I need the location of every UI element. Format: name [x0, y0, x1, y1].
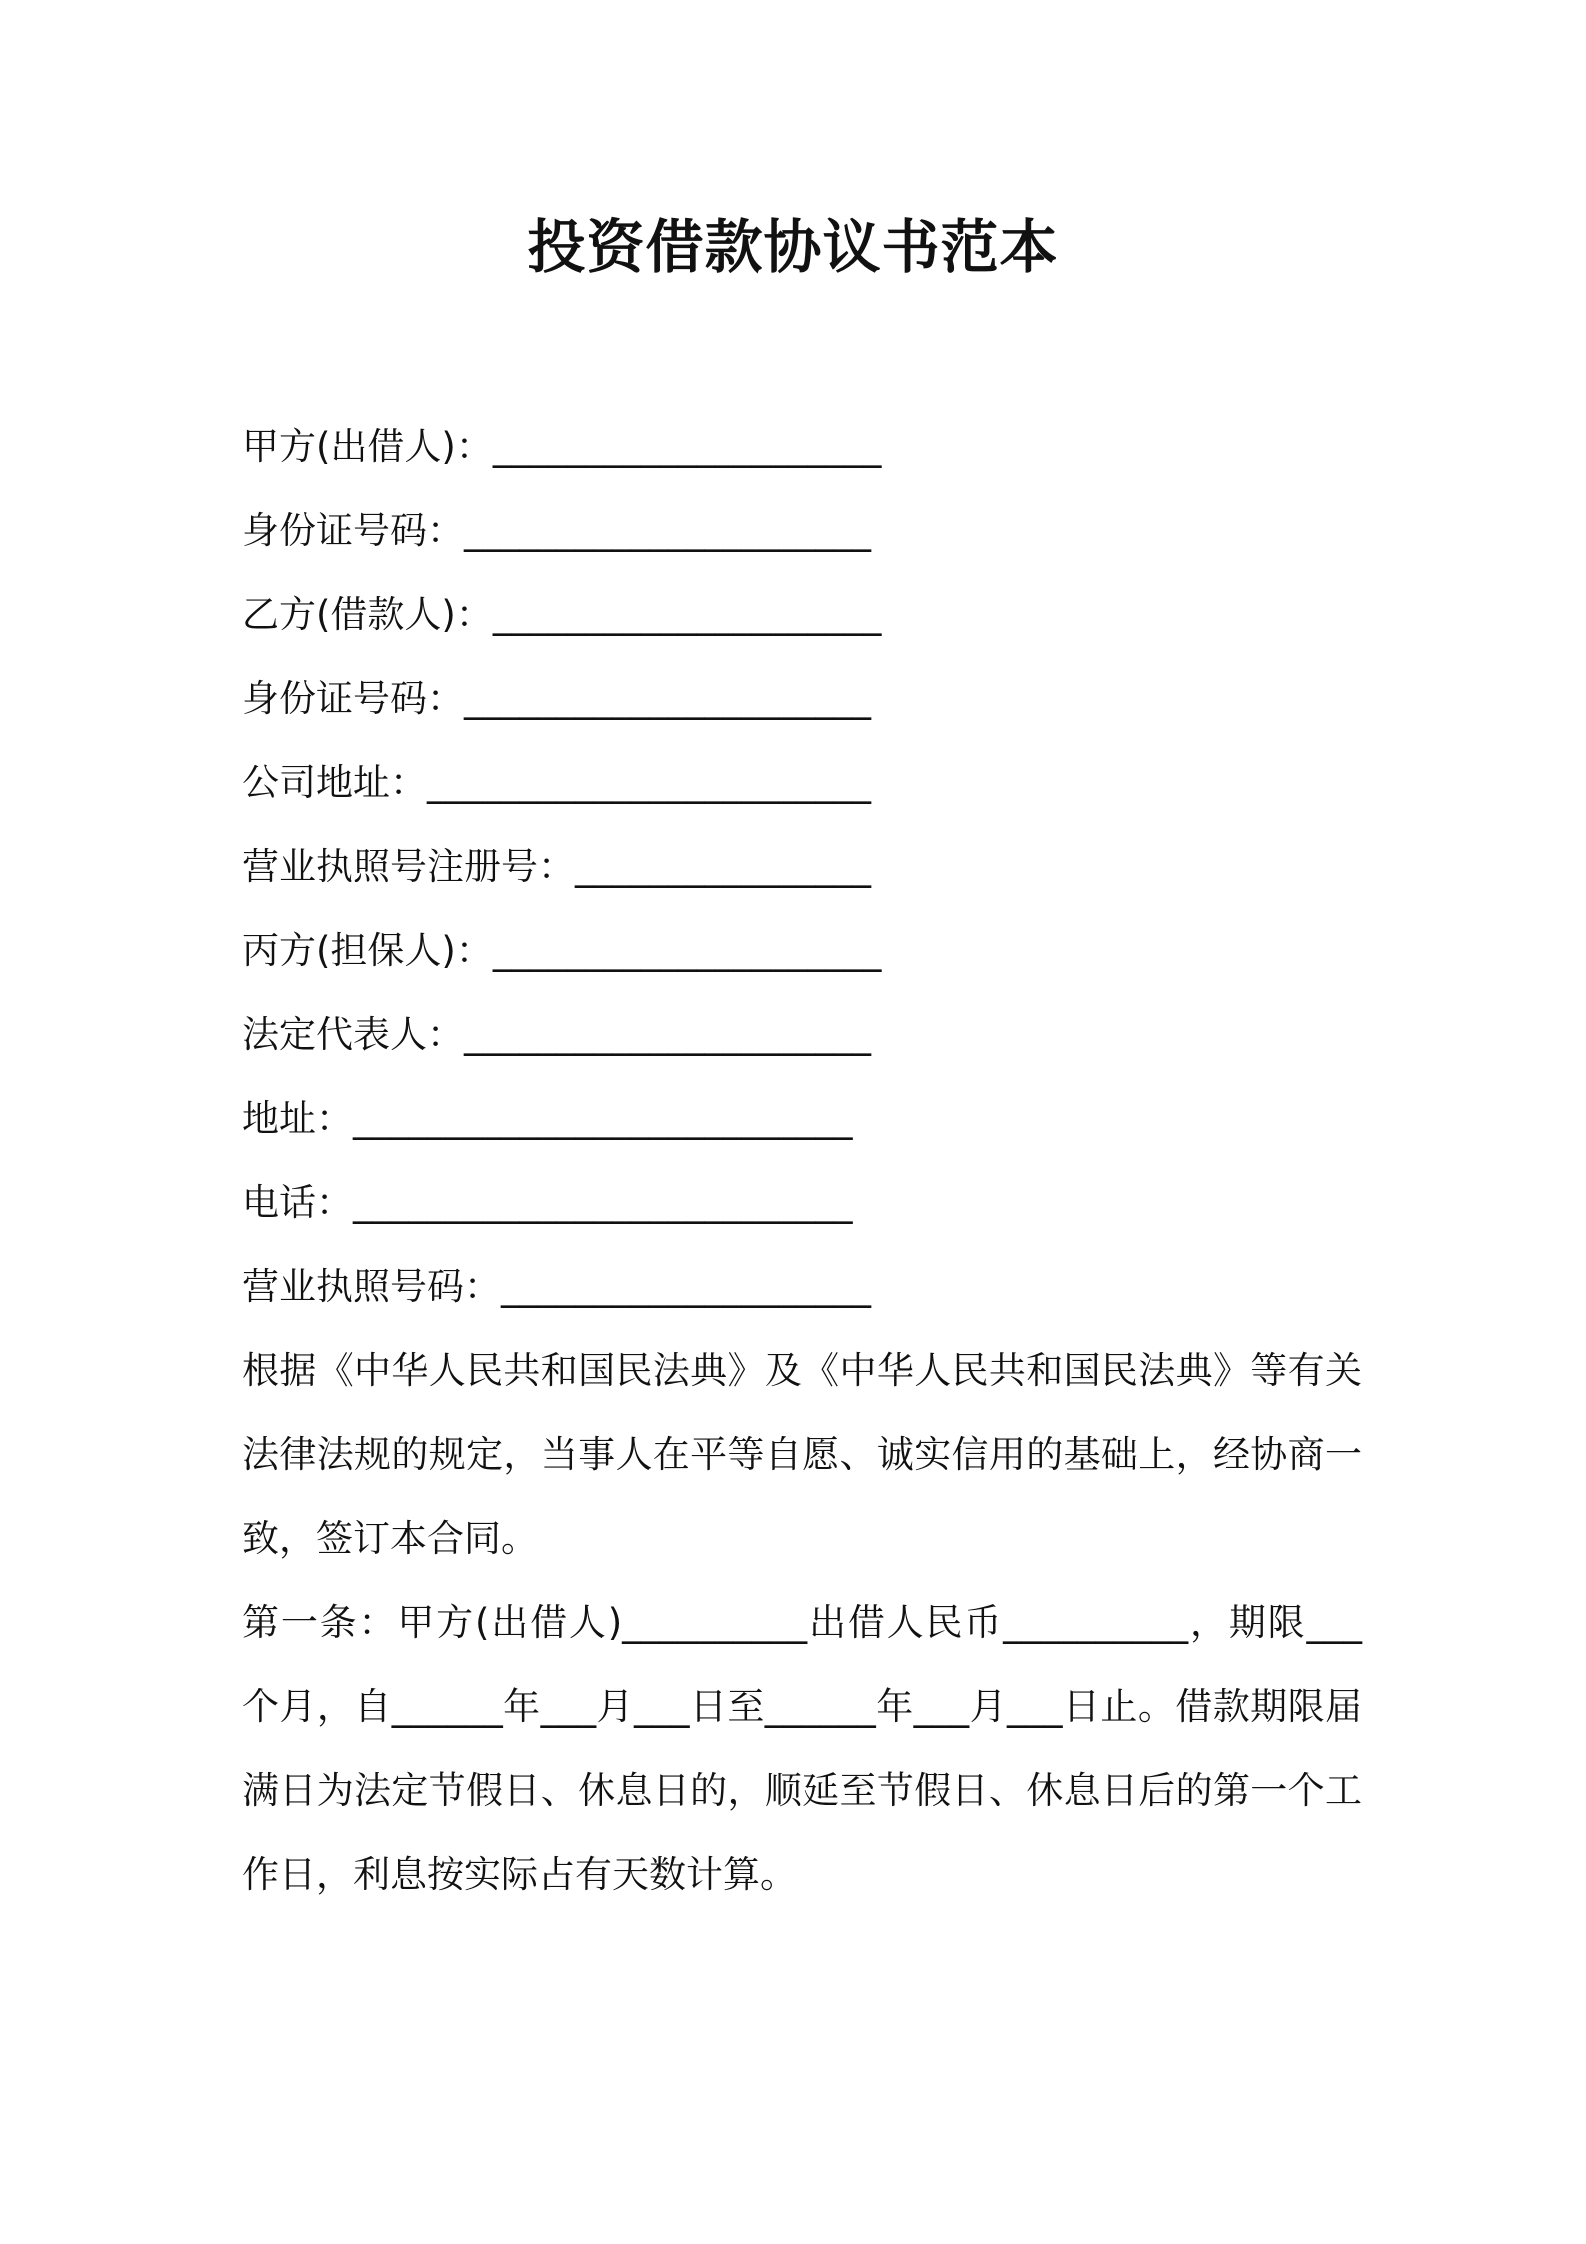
field-label: 公司地址： — [242, 761, 427, 804]
fill-blank: ___________________________ — [353, 1181, 853, 1224]
field-label: 营业执照号注册号： — [242, 845, 575, 888]
field-business-license-number — [242, 1245, 1362, 1329]
fill-blank: _____________________ — [492, 593, 882, 636]
field-label: 法定代表人： — [242, 1013, 464, 1056]
fill-blank: _____________________ — [492, 425, 882, 468]
field-legal-representative — [242, 993, 1362, 1077]
fill-blank: ______________________ — [464, 509, 871, 552]
field-borrower — [242, 573, 1362, 657]
field-lender-id — [242, 489, 1362, 573]
field-label: 甲方(出借人)： — [242, 425, 493, 468]
field-lender — [242, 405, 1362, 489]
field-label: 电话： — [242, 1181, 353, 1224]
field-business-license-reg — [242, 825, 1362, 909]
field-address — [242, 1077, 1362, 1161]
fill-blank: ____________________ — [501, 1265, 871, 1308]
field-label: 身份证号码： — [242, 677, 464, 720]
fill-blank: ___________________________ — [353, 1097, 853, 1140]
document-body — [242, 405, 1362, 1917]
field-label: 地址： — [242, 1097, 353, 1140]
field-label: 营业执照号码： — [242, 1265, 501, 1308]
preamble-paragraph: 根据《中华人民共和国民法典》及《中华人民共和国民法典》等有关法律法规的规定，当事人在平等自愿、诚实信用的基础上，经协商一致，签订本合同。 — [242, 1349, 1362, 1560]
field-phone — [242, 1161, 1362, 1245]
fill-blank: ______________________ — [464, 1013, 871, 1056]
field-company-address — [242, 741, 1362, 825]
fill-blank: ______________________ — [464, 677, 871, 720]
document-title: 投资借款协议书范本 — [527, 213, 1059, 281]
field-label: 乙方(借款人)： — [242, 593, 493, 636]
field-guarantor — [242, 909, 1362, 993]
article-one-paragraph: 第一条：甲方(出借人)__________出借人民币__________，期限___个月，自______年___月___日至______年___月___日止。借款期限届满日为法定节假日、休息日的，顺延至节假日、休息日后的第一个工作日，利息按实际占有天数计算。 — [242, 1601, 1362, 1896]
fill-blank: ________________________ — [427, 761, 871, 804]
field-label: 身份证号码： — [242, 509, 464, 552]
field-label: 丙方(担保人)： — [242, 929, 493, 972]
fill-blank: ________________ — [575, 845, 871, 888]
fill-blank: _____________________ — [492, 929, 882, 972]
field-borrower-id — [242, 657, 1362, 741]
